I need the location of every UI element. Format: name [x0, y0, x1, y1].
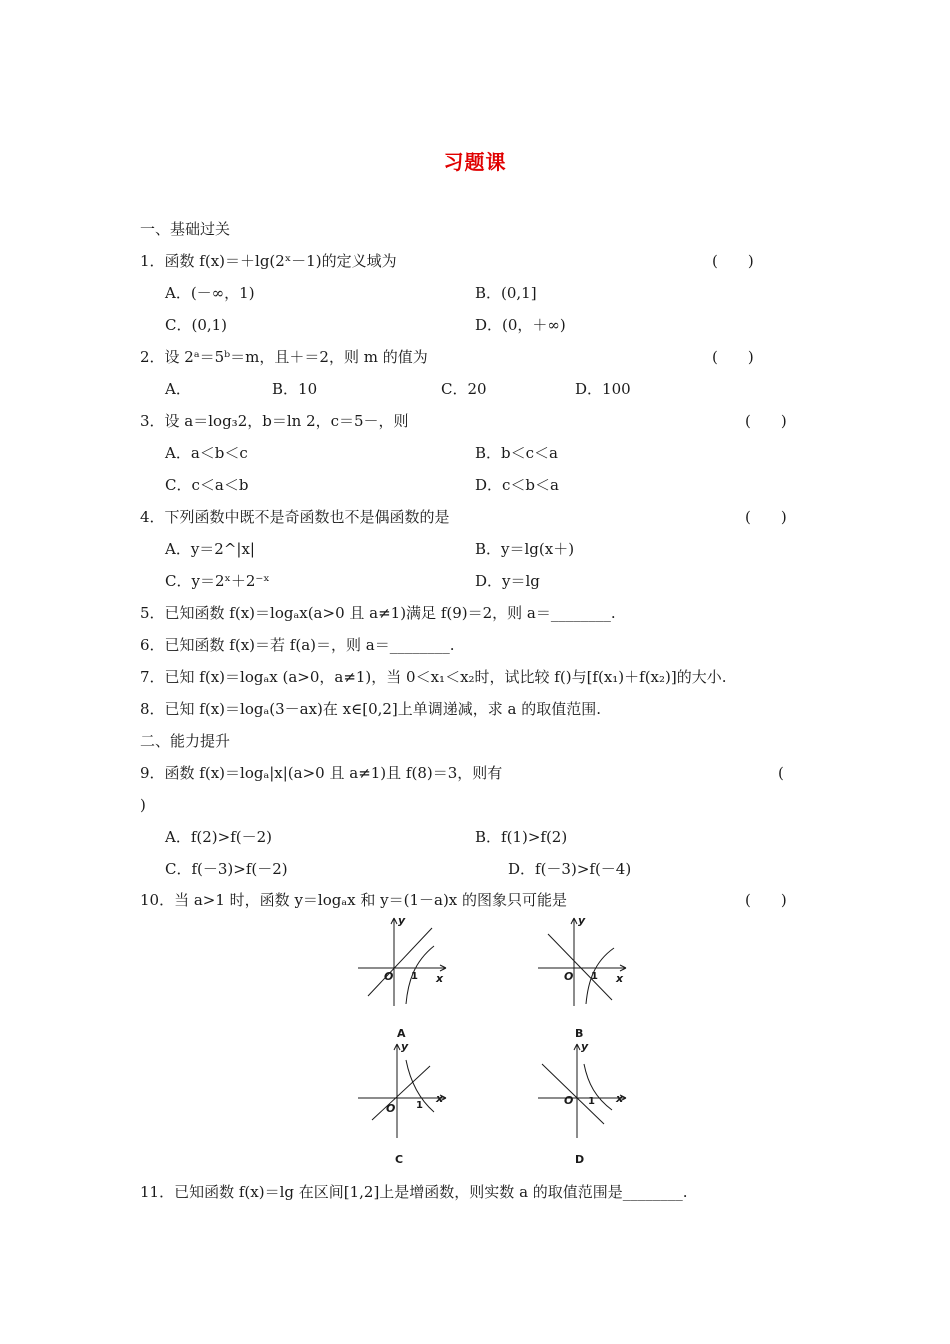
question-9-stem: 9．函数 f(x)＝logₐ|x|(a>0 且 a≠1)且 f(8)＝3，则有	[140, 764, 503, 782]
question-2-option-a: A．	[165, 380, 191, 398]
question-1-answer-paren: ( )	[712, 252, 754, 270]
x-axis-label: x	[616, 1092, 624, 1105]
question-2-option-c: C．20	[441, 380, 487, 398]
origin-label: O	[384, 970, 394, 983]
question-4-option-a: A．y＝2^|x|	[165, 540, 255, 558]
one-label: 1	[591, 971, 598, 982]
origin-label: O	[564, 970, 574, 983]
question-2-answer-paren: ( )	[712, 348, 754, 366]
question-4-option-c: C．y＝2ˣ＋2⁻ˣ	[165, 572, 270, 590]
graph-d-label: D	[575, 1153, 585, 1166]
question-11: 11．已知函数 f(x)＝lg 在区间[1,2]上是增函数，则实数 a 的取值范围是________.	[140, 1183, 688, 1201]
question-3-option-c: C．c＜a＜b	[165, 476, 249, 494]
graph-b-label: B	[575, 1027, 584, 1040]
question-9-paren-open: (	[778, 764, 784, 782]
question-9-paren-close: )	[140, 796, 146, 814]
y-axis-label: y	[401, 1040, 409, 1053]
section-improve-heading: 二、能力提升	[140, 732, 231, 750]
question-1-option-d: D．(0，＋∞)	[475, 316, 566, 334]
line-graph	[372, 1066, 430, 1120]
page-title: 习题课	[443, 150, 507, 174]
question-3-option-a: A．a＜b＜c	[165, 444, 248, 462]
y-axis-label: y	[398, 914, 406, 927]
origin-label: O	[386, 1102, 396, 1115]
question-9-option-a: A．f(2)>f(－2)	[165, 828, 272, 846]
graph-c-label: C	[395, 1153, 404, 1166]
question-2-stem: 2．设 2ᵃ＝5ᵇ＝m，且＋＝2，则 m 的值为	[140, 348, 428, 366]
question-2-option-d: D．100	[575, 380, 631, 398]
question-1-option-b: B．(0,1]	[475, 284, 537, 302]
x-axis-label: x	[436, 972, 444, 985]
question-7: 7．已知 f(x)＝logₐx (a>0，a≠1)，当 0＜x₁＜x₂时，试比较 f()与[f(x₁)＋f(x₂)]的大小.	[140, 668, 727, 686]
question-5: 5．已知函数 f(x)＝logₐx(a>0 且 a≠1)满足 f(9)＝2，则 a＝________.	[140, 604, 616, 622]
question-4-option-d: D．y＝lg	[475, 572, 540, 590]
line-graph	[368, 928, 432, 996]
graph-b	[532, 912, 632, 1012]
y-axis-label: y	[578, 914, 586, 927]
graph-a-label: A	[397, 1027, 406, 1040]
question-3-answer-paren: ( )	[745, 412, 787, 430]
question-4-stem: 4．下列函数中既不是奇函数也不是偶函数的是	[140, 508, 450, 526]
graph-c	[352, 1040, 452, 1140]
question-4-answer-paren: ( )	[745, 508, 787, 526]
question-10-answer-paren: ( )	[745, 891, 787, 909]
question-9-option-b: B．f(1)>f(2)	[475, 828, 568, 846]
line-graph	[548, 934, 612, 1000]
question-3-option-b: B．b＜c＜a	[475, 444, 558, 462]
question-6: 6．已知函数 f(x)＝若 f(a)＝，则 a＝________.	[140, 636, 455, 654]
one-label: 1	[411, 971, 418, 982]
question-8: 8．已知 f(x)＝logₐ(3－ax)在 x∈[0,2]上单调递减，求 a 的取值范围.	[140, 700, 602, 718]
question-10-stem: 10．当 a>1 时，函数 y＝logₐx 和 y＝(1－a)x 的图象只可能是	[140, 891, 568, 909]
question-3-option-d: D．c＜b＜a	[475, 476, 559, 494]
graph-d	[532, 1040, 632, 1140]
origin-label: O	[564, 1094, 574, 1107]
question-1-option-c: C．(0,1)	[165, 316, 228, 334]
graph-a	[352, 912, 452, 1012]
section-basic-heading: 一、基础过关	[140, 220, 231, 238]
one-label: 1	[416, 1100, 423, 1111]
question-2-option-b: B．10	[272, 380, 318, 398]
question-1-option-a: A．(－∞，1)	[165, 284, 255, 302]
y-axis-label: y	[581, 1040, 589, 1053]
one-label: 1	[588, 1096, 595, 1107]
question-4-option-b: B．y＝lg(x＋)	[475, 540, 575, 558]
x-axis-label: x	[436, 1092, 444, 1105]
x-axis-label: x	[616, 972, 624, 985]
question-1-stem: 1．函数 f(x)＝＋lg(2ˣ－1)的定义域为	[140, 252, 397, 270]
question-9-option-c: C．f(－3)>f(－2)	[165, 860, 288, 878]
question-9-option-d: D．f(－3)>f(－4)	[508, 860, 632, 878]
question-3-stem: 3．设 a＝log₃2，b＝ln 2，c＝5－，则	[140, 412, 409, 430]
